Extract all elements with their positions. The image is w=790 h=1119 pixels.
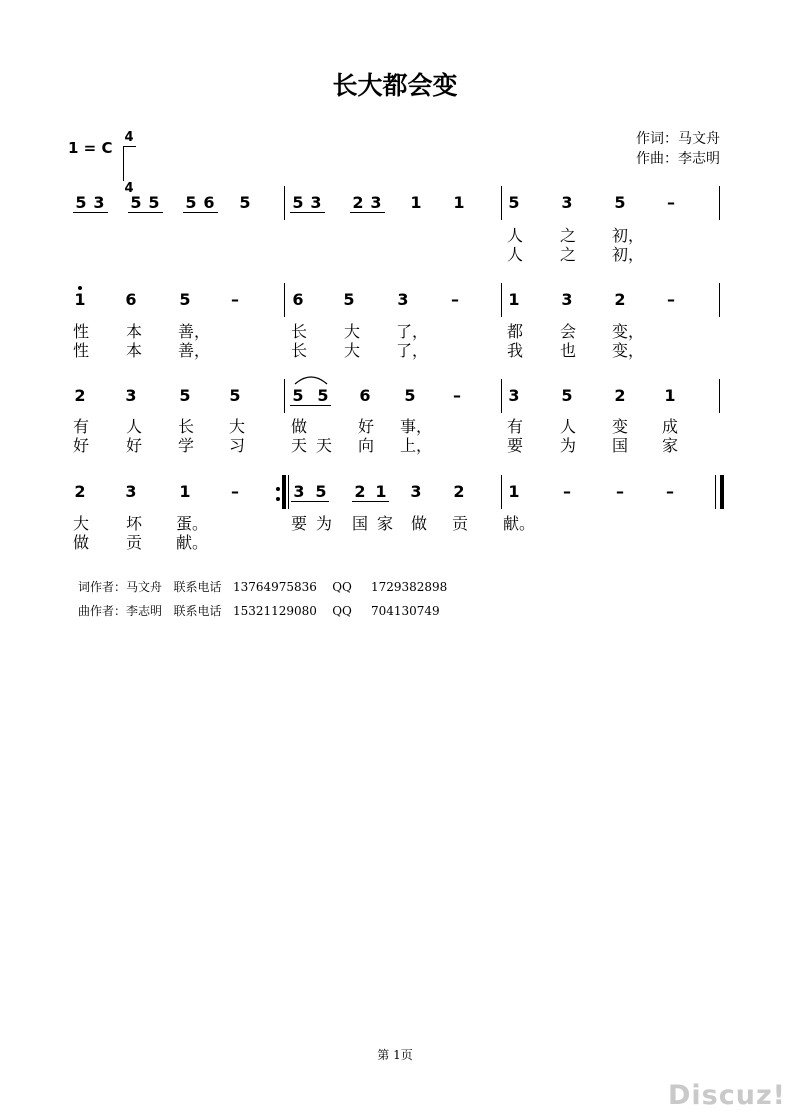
lyric: 国 [611, 436, 628, 455]
lyric: 好 [72, 436, 89, 455]
tie-arc [293, 373, 329, 385]
lyric: 好 [357, 417, 374, 436]
note: 3 [397, 290, 409, 309]
note: 3 [293, 482, 305, 501]
lyric: 善， [178, 322, 211, 341]
lyric: 做 [410, 514, 427, 533]
note: 5 [561, 386, 573, 405]
lyric: 国 [351, 514, 368, 533]
lyric: 之 [559, 226, 576, 245]
note: 2 [352, 193, 364, 212]
time-signature-line [123, 146, 136, 181]
contact-line-composer [78, 602, 440, 619]
note: 2 [614, 290, 626, 309]
note-dash: – [667, 193, 675, 212]
lyric: 习 [228, 436, 245, 455]
eighth-underline [73, 212, 108, 213]
note: 1 [453, 193, 465, 212]
barline [501, 379, 502, 413]
lyric: 献。 [176, 533, 209, 552]
time-signature-bottom: 4 [124, 181, 134, 196]
lyric: 家 [376, 514, 393, 533]
eighth-underline [291, 501, 329, 502]
lyric: 了， [396, 322, 429, 341]
note: 1 [508, 482, 520, 501]
lyric: 坏 [125, 514, 142, 533]
note: 2 [614, 386, 626, 405]
barline [501, 475, 502, 509]
contact-qq-label: QQ [332, 580, 352, 594]
contact-phone: 15321129080 [232, 604, 317, 618]
note: 5 [614, 193, 626, 212]
barline [719, 186, 720, 220]
lyric: 本 [125, 322, 142, 341]
eighth-underline [290, 405, 331, 406]
repeat-dot [276, 497, 280, 501]
note: 1 [410, 193, 422, 212]
lyric: 事， [400, 417, 433, 436]
lyric: 也 [559, 341, 576, 360]
page-number: 第 1页 [377, 1048, 413, 1062]
lyric: 善， [178, 341, 211, 360]
lyric: 长 [290, 322, 307, 341]
note: 5 [404, 386, 416, 405]
lyric: 好 [125, 436, 142, 455]
contact-role: 词作者：马文舟 [78, 580, 163, 594]
contact-line-lyricist [78, 578, 447, 595]
lyric: 成 [661, 417, 678, 436]
note: 6 [203, 193, 215, 212]
note: 5 [75, 193, 87, 212]
final-thin-barline [715, 475, 716, 509]
eighth-underline [128, 212, 163, 213]
lyric: 人 [506, 245, 523, 264]
note: 1 [508, 290, 520, 309]
note: 2 [74, 482, 86, 501]
contact-phone-label: 联系电话 [173, 580, 222, 594]
lyric: 本 [125, 341, 142, 360]
note: 1 [179, 482, 191, 501]
contact-role: 曲作者：李志明 [78, 604, 163, 618]
note: 5 [185, 193, 197, 212]
barline [719, 283, 720, 317]
final-thick-barline [720, 475, 724, 509]
barline [719, 379, 720, 413]
eighth-underline [352, 501, 389, 502]
note: 5 [148, 193, 160, 212]
note: 5 [130, 193, 142, 212]
contact-phone: 13764975836 [232, 580, 317, 594]
lyric: 变， [612, 322, 645, 341]
lyric: 上， [400, 436, 433, 455]
barline [501, 283, 502, 317]
note: 3 [410, 482, 422, 501]
key-signature: 1 = C [68, 139, 113, 157]
note: 6 [125, 290, 137, 309]
lyric: 大 [343, 341, 360, 360]
note: 3 [370, 193, 382, 212]
eighth-underline [183, 212, 218, 213]
lyric: 大 [228, 417, 245, 436]
watermark-logo: Discuz! [668, 1080, 786, 1111]
lyric: 性 [72, 341, 89, 360]
note: 5 [508, 193, 520, 212]
note-dash: – [231, 482, 239, 501]
barline [501, 186, 502, 220]
eighth-underline [290, 212, 325, 213]
barline [284, 186, 285, 220]
note: 5 [343, 290, 355, 309]
time-signature [122, 131, 136, 196]
lyric: 性 [72, 322, 89, 341]
lyric: 初， [612, 245, 645, 264]
lyric: 人 [559, 417, 576, 436]
barline [284, 283, 285, 317]
lyric: 蛋。 [176, 514, 209, 533]
note: 5 [292, 386, 304, 405]
note-dash: – [453, 386, 461, 405]
lyric: 变 [611, 417, 628, 436]
lyric: 为 [315, 514, 332, 533]
barline [284, 379, 285, 413]
eighth-underline [350, 212, 385, 213]
contact-qq-label: QQ [332, 604, 352, 618]
contact-qq: 704130749 [370, 604, 440, 618]
lyric: 长 [177, 417, 194, 436]
lyric: 人 [125, 417, 142, 436]
lyric: 贡 [125, 533, 142, 552]
lyric: 向 [357, 436, 374, 455]
lyric: 变， [612, 341, 645, 360]
lyric: 会 [559, 322, 576, 341]
note-dash: – [666, 482, 674, 501]
lyric: 做 [72, 533, 89, 552]
note-dash: – [231, 290, 239, 309]
note-dash: – [616, 482, 624, 501]
note: 5 [315, 482, 327, 501]
note: 3 [93, 193, 105, 212]
lyric: 有 [72, 417, 89, 436]
lyric: 要 [290, 514, 307, 533]
lyric: 大 [343, 322, 360, 341]
lyric: 为 [559, 436, 576, 455]
lyric: 有 [506, 417, 523, 436]
note: 5 [239, 193, 251, 212]
repeat-dot [276, 487, 280, 491]
contact-qq: 1729382898 [370, 580, 448, 594]
lyric: 天 [290, 436, 307, 455]
note-dash: – [667, 290, 675, 309]
note-dash: – [563, 482, 571, 501]
lyric: 献。 [503, 514, 536, 533]
note-dash: – [451, 290, 459, 309]
repeat-thick-barline [282, 475, 286, 509]
lyric: 大 [72, 514, 89, 533]
lyric: 人 [506, 226, 523, 245]
note: 2 [453, 482, 465, 501]
composer-credit: 作曲：李志明 [636, 151, 720, 167]
lyric: 贡 [451, 514, 468, 533]
note: 6 [359, 386, 371, 405]
note: 3 [310, 193, 322, 212]
note: 5 [179, 386, 191, 405]
note: 6 [292, 290, 304, 309]
note: 1 [664, 386, 676, 405]
lyric: 我 [506, 341, 523, 360]
lyric: 做 [290, 417, 307, 436]
lyric: 家 [661, 436, 678, 455]
lyric: 天 [315, 436, 332, 455]
note: 2 [74, 386, 86, 405]
note: 1 [375, 482, 387, 501]
contact-phone-label: 联系电话 [173, 604, 222, 618]
note: 3 [125, 482, 137, 501]
note: 2 [354, 482, 366, 501]
note: 5 [317, 386, 329, 405]
lyric: 长 [290, 341, 307, 360]
note: 3 [508, 386, 520, 405]
note: 5 [229, 386, 241, 405]
lyric: 之 [559, 245, 576, 264]
note: 3 [125, 386, 137, 405]
note: 5 [292, 193, 304, 212]
lyric: 了， [396, 341, 429, 360]
lyric: 要 [506, 436, 523, 455]
note: 5 [179, 290, 191, 309]
time-signature-top: 4 [124, 130, 134, 145]
lyric: 初， [612, 226, 645, 245]
lyricist-credit: 作词：马文舟 [636, 131, 720, 147]
song-title: 长大都会变 [332, 71, 458, 100]
note: 1 [74, 290, 86, 309]
note: 3 [561, 290, 573, 309]
lyric: 都 [506, 322, 523, 341]
note: 3 [561, 193, 573, 212]
lyric: 学 [177, 436, 194, 455]
